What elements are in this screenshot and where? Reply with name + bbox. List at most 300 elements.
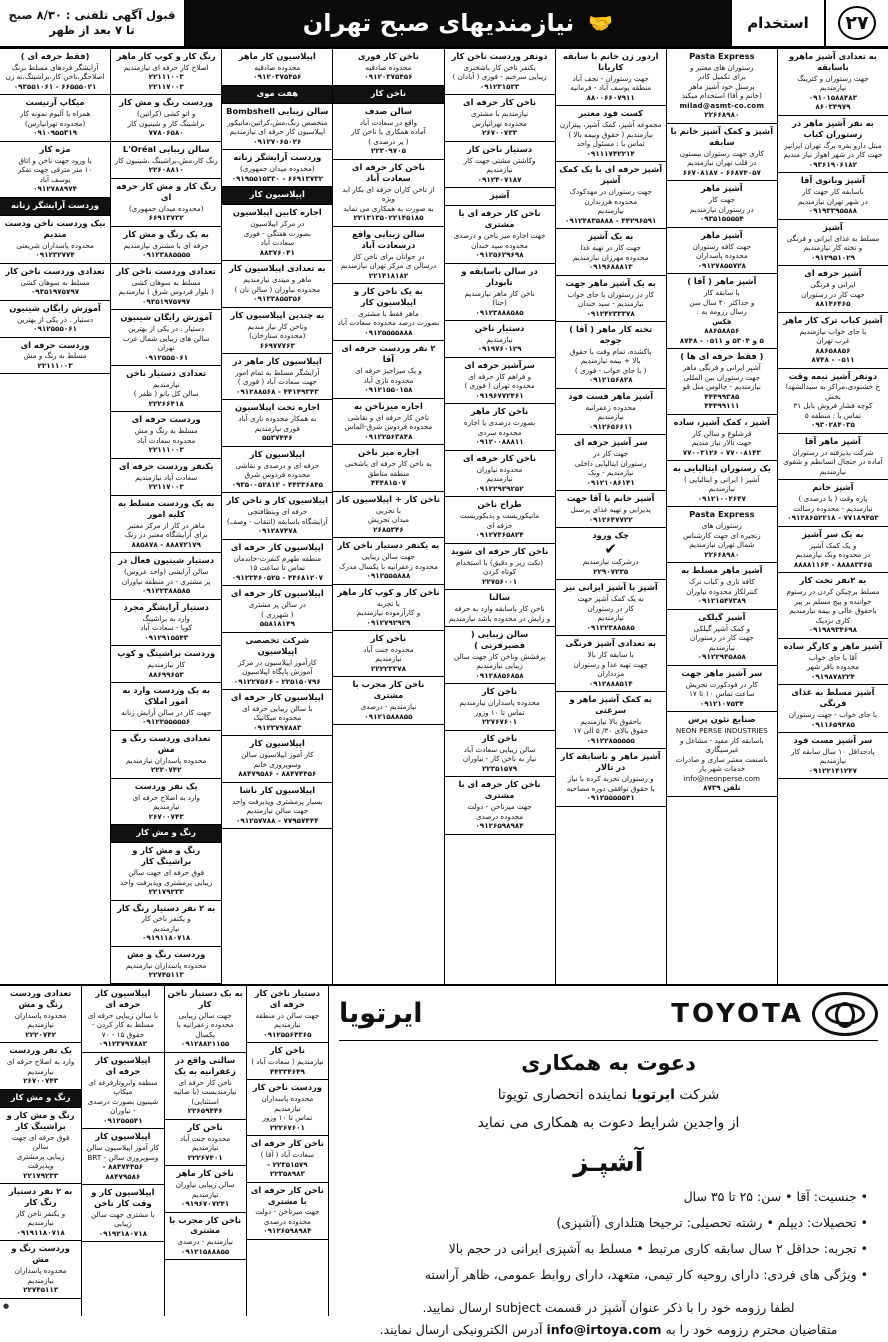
ad-phone[interactable]: ۲۲۷۶۷۶۰۱ [482,717,518,727]
banner-footer-line1: لطفا رزومه خود را با ذکر عنوان آشپز در قسمت subject ارسال نمایید. [422,1299,795,1315]
ad-phone[interactable]: ۰۹۱۲۳۷۹۷۸۸۳ [253,722,302,732]
ad-line: ساعت تماس ۱۰ تا ۱۷ [689,689,755,699]
ad-line: وکاشتن مشتی جهت کار [463,155,536,165]
ad-phone[interactable]: ۰۹۱۲۰۳۷۵۴۵۶ [253,72,302,82]
ad-phone[interactable]: ۸۸۱۴۶۴۶۵ [815,299,851,309]
classified-ad [111,310,221,366]
ad-headline: ناخن کار ماهر [176,1168,234,1179]
ad-phone[interactable]: ۲۲۶۶۸۹۸۰ [704,549,740,559]
ad-phone[interactable]: ۰۹۱۲۳۸۸۵۵۵۵ [142,250,191,260]
classified-ad [0,1184,81,1241]
ad-phone[interactable]: ۲۲۲۶۷۴۰۱ [187,1152,223,1162]
ad-line: نیازمندیم [486,165,513,175]
classified-ad [0,1241,81,1298]
ad-line: مسلط به سوهان کشی [20,277,90,287]
classified-ad [445,142,555,188]
classified-ad [0,264,110,301]
ad-phone[interactable]: ۲۲۶۶۸۹۸۰ [704,110,740,120]
ad-phone[interactable]: ۲۶۷۰۰۷۴۳ [23,1076,59,1086]
classified-ad [247,1043,328,1080]
classified-ad [111,412,221,458]
ad-line: (خانم و آقا) استخدام میکند [681,91,762,101]
ad-headline: تعدادی دستیار ناخن [126,368,207,378]
ad-phone[interactable]: ۲۲۱۷۹۲۳۳ [148,887,184,896]
ad-headline: وردست رنگ و مش کار [119,97,214,108]
banner-requirements [339,1184,878,1289]
ad-phone[interactable]: ۰۵۱۱ - ۸۷۴۸ [811,355,855,364]
ad-line: تماس با : مسئول واحد [576,139,645,149]
ad-phone[interactable]: ۸۸۰۰۶۶۰۷۹۱۱ [586,92,635,102]
ad-phone[interactable]: ۰۹۱۲۸۷۴۷۸ [257,526,298,536]
ad-phone[interactable]: ۰۹۱۲۳۲۷۷۴ [35,250,75,260]
banner-email[interactable]: info@irtoya.com [546,1322,662,1338]
ad-line: و رستوران تجربه کرده با نیاز [567,774,654,784]
ad-headline: کست فود معتبر [578,108,643,119]
ad-line: جهت کار در رستوران [690,633,754,643]
classified-ad [778,369,888,434]
toyota-oval-icon [812,992,878,1036]
classified-ad [333,492,443,538]
ad-phone[interactable]: ۰۹۱۹۳۳۹۵۵۸۸ [808,206,858,216]
ad-phone[interactable]: ۰۹۱۲۰۳۷۵۴۵۶ [364,72,413,82]
ad-phone[interactable]: ۰۹۱۲۳۱۵۳۳ [479,81,520,91]
ad-phone[interactable]: ۰۹۱۲۳۷۹۷۸۸۳ [98,1039,147,1049]
classified-ad [0,986,81,1043]
ad-line: محدوده هرزندارن [584,196,638,206]
classified-ad [82,1129,163,1185]
ad-phone[interactable]: ۲۲۳۵۱۵۷۹ - ۲۲۳۵۸۹۸۳ [267,1159,308,1179]
ad-phone[interactable]: ۲۲۲۶۷۶۰۱ [269,1122,305,1132]
ad-phone[interactable]: ۸۸۸۸۳۳۶۵ - ۸۸۸۸۱۱۶۴ [793,559,873,569]
ad-phone[interactable]: ۰۹۱۹۱۱۸۰۷۱۸ [16,1227,65,1237]
ad-headline: یک رستوران ایتالیایی به [672,463,771,473]
ad-phone[interactable]: ۸۸۶۹۹۶۵۳ [148,669,184,679]
ad-phone[interactable]: ۰۹۱۲۸۸۲۱۱۵۵ [180,1039,230,1049]
ad-phone[interactable]: ۲۲۲۶۶۴۱۸ [148,398,184,408]
ad-phone[interactable]: ۰۹۱۲۶۵۹۸۹۸۴ [475,821,524,831]
ad-phone[interactable]: ۰۹۱۲۱۵۵۰۱۵۸ [364,385,413,395]
ad-phone[interactable]: ۰۹۱۲۴۰۷۱۸۷ [477,174,522,184]
ad-line: نیازمندیم [27,1066,54,1076]
ad-phone[interactable]: ۲۲۱۳۱۳۵۰۲۲۱۴۵۱۸۵ [353,213,424,223]
ad-line: زیبایی سرخنم - فوری ( آبادان ) [452,72,547,82]
ad-headline: ناخن کار + اپیلاسیون کار [336,493,440,504]
ad-line: در مرکز اپیلاسیون [250,219,305,229]
classified-ad [778,639,888,685]
classified-ad [222,205,332,261]
ad-phone[interactable]: ۴۴۳۳۶۸۴۵ - ۰۹۳۵۰۰۵۲۸۱۲ [231,479,323,489]
ad-headline: به یکنفر دستیار ناخن کار [337,540,440,551]
ad-headline: سالن صدف [364,105,413,116]
ad-line: برای آرایشگاه معتبر در زنک [124,530,208,540]
ad-phone[interactable]: ۲۶۷۰۰۷۴۳ [148,811,184,821]
ad-phone[interactable]: ۲۲۱۱۱۰۰۳ [148,72,184,82]
ad-phone[interactable]: ۰۹۱۹۶۷۷۲۴۶۱ [475,390,524,400]
ad-line: و کارآزموده نیازمندیم [356,608,421,617]
ad-phone[interactable]: ۷۷۰۰۸۱۴۳ - ۷۷۰۰۳۱۲۶ [682,447,761,457]
ad-phone[interactable]: ۴۴۴۹۹۳۸۵ [704,391,740,401]
classified-ad [445,321,555,358]
ad-line: محدوده درصدی [263,1216,311,1226]
ad-headline: آشپز مسلط به غذای فرنگی [791,687,875,709]
ad-phone[interactable]: ۰۹۱۹۲۱۸۰۷۱۸ [98,1228,147,1238]
ad-phone[interactable]: ۰۹۱۹۶۸۸۸۱۳ [588,262,633,272]
ad-headline: سر آشپز مست فود [793,735,873,745]
ad-phone[interactable]: ۴۴۲۹۶۵۹۱ - ۰۹۱۲۴۸۳۵۸۸۸ [565,215,657,225]
ad-phone[interactable]: ۲۲۱۱۱۰۰۳ [37,360,73,370]
ad-phone[interactable]: ۰۹۳۶۱۹۰۶۱۸۲ [808,159,858,169]
ad-phone[interactable]: ۰۹۱۲۷۹۲۹۲۹ [366,617,411,627]
classified-ad [445,95,555,141]
ad-headline: وردست حرفه ای [131,414,201,425]
ad-headline: ناخن کار [481,732,518,743]
ad-phone[interactable]: ۲۲۱۱۷۰۰۳ [148,482,184,492]
ad-phone[interactable]: ۸۸۶۵۸۸۵۶ [704,326,740,336]
ad-phone[interactable]: ۰۹۱۹۸۹۳۴۶۹۸ [808,625,858,635]
ad-line: فوق حرفه ای جهت سالن [11,1132,70,1151]
ad-headline: به نفر آشپز ماهر در رستوران کباب [792,117,874,139]
ad-headline: اپیلاسیون کار [249,189,305,200]
ad-line: محدوده سید خندان [471,240,529,250]
classified-ad [445,590,555,627]
ad-headline: رنگ کار و کوپ کار ماهر [116,51,216,61]
ad-phone[interactable]: ۰۹۱۲۹۱۵۵۴۳ [144,632,189,642]
ad-headline: اپیلاسیون کار [249,738,305,749]
ad-line: منطقه یوسف آباد - فرمانیه [570,83,652,93]
column-1 [777,49,888,984]
ad-line: جهت رستوران و کترینگ [797,73,869,83]
ad-phone[interactable]: ۴۴۳۳۴۶۴۹ [269,1066,305,1076]
ad-headline: به یک وردست وارد به امور املاک [122,685,210,706]
irtoya-wordmark: ایرتویا [339,998,423,1030]
banner-title: دعوت به همکاری [521,1050,696,1075]
ad-headline: به تعدادی آشپز ماهرو باسابقه [788,51,877,72]
ad-phone[interactable]: ۰۹۱۲۶۵۹۸۹۸۴ [263,1226,312,1236]
ad-phone[interactable]: ۰۹۱۲۵۵۵۸۸۸ [366,571,411,581]
ad-phone[interactable]: ۲۲۱۴۱۸۱۸۲ [368,270,409,280]
ad-phone[interactable]: ۶۶۸۷۴۰۵۷ - ۶۶۷۰۸۱۸۷ [682,167,761,177]
classified-ad [247,1136,328,1182]
ad-line: سعادت آباد ( آقا ) [260,1150,315,1160]
ad-phone[interactable]: ۴۴۴۸۱۵۰۷ [370,478,406,488]
ad-phone[interactable]: ۰۹۱۱۶۵۹۴۸۵ [811,719,855,729]
ad-line: ( بلوار فردوس شرق ) نیازمندیم [118,287,214,297]
ad-phone[interactable]: ۰۹۳۵۱۵۵۵۵۴ [699,214,744,224]
ad-line: براشینگ کار و شینیون کار [127,118,205,128]
ad-phone[interactable]: ۲۲۲۰۷۴۲ [150,765,182,775]
ad-phone[interactable]: ۰۹۱۹۷۶۰۱۲۹ [477,344,522,354]
ad-phone[interactable]: ۶۶۹۷۷۷۶۳ [259,340,295,350]
ad-line: کوتاه کردن [482,567,517,577]
ad-headline: سالن زیبایی ( قصیرفرنی ) [470,629,529,650]
ad-headline: آشپز خانم یا آقا جهت [566,493,655,504]
banner-col-2 [164,986,246,1316]
ad-line: محدوده پاسداران [695,251,748,261]
classified-ad [778,527,888,573]
ad-headline: اجاره میزناخن به [353,400,423,411]
ad-phone[interactable]: ۰۹۱۲۵۵۵۰۶۱ [144,352,189,362]
ad-phone[interactable]: ۴۴۶۸۱۲۰۷ - ۰۹۱۲۳۴۶۰۵۲۵ [231,572,323,582]
classified-ad [0,301,110,338]
ad-headline: ناخن کار و کوپ کار ماهر [337,586,440,597]
ad-phone[interactable]: ۰۹۱۲۷۰۶۵۰۲۶ [253,136,302,146]
classified-ad [333,86,443,104]
ad-headline: تعدادی وردست رنگ و مش [9,987,72,1009]
ad-phone[interactable]: ۰۹۱۹۶۷۰۷۲۴۱ [180,1199,230,1208]
ad-headline: تعدادی وردست رنگ و مش [121,732,211,754]
classified-ad [445,206,555,263]
ad-headline: به یک سر آشپز [802,528,864,539]
classified-ad [667,49,777,124]
classified-ad [165,1120,246,1166]
ad-headline: آموزش رایگان شینیون [9,302,101,313]
classified-ad [111,646,221,683]
ad-phone[interactable]: ۰۹۱۲۶۴۷۷۲۲ [588,514,633,524]
classified-ad [667,349,777,414]
ad-line: دستیار . در یکی از بهترین [128,324,205,333]
ad-phone[interactable]: ۰۹۱۹۸۷۸۲۲۴ [811,671,855,681]
ad-headline: دونفر آشپز نیمه وقت [788,370,878,381]
ad-phone[interactable]: ۲۲۲۲۳۳۷۸ [370,663,406,673]
ad-phone[interactable]: ۲۶۸۵۳۴۶ [373,524,404,534]
ad-phone[interactable]: ۰۹۱۲۲۳۸۸۵۸۵ [142,586,191,596]
ad-phone[interactable]: ۲۲۹۰۷۲۳۵ [593,566,629,576]
classified-ad [556,491,666,528]
ad-line: تماس تا ساعت ۱۵ [249,563,306,573]
ad-phone[interactable]: ۸۸۴۷۴۴۵۶ - ۸۸۴۷۹۵۸۶ [238,769,317,779]
ad-phone[interactable]: ۰۹۱۲۱۰۸۶۱۴۱ [586,477,635,487]
ad-headline: ناخن کار [269,1045,306,1056]
ad-headline: سالنا [489,592,511,603]
ad-phone[interactable]: ۲۲۵۱۵۰۷۹۶ - ۰۹۱۲۲۷۵۶۶ [233,676,321,686]
ad-headline: اپیلاسیون کار ماهر در [232,356,322,366]
ad-phone[interactable]: ۲۲۱۱۷۰۰۳ [148,81,184,91]
ad-line: نیازمندیم [486,334,513,344]
classified-ad [445,358,555,404]
ad-headline: سالن زیبایی واقع درسعادت آباد [352,228,425,250]
ad-phone[interactable]: ۸۸۴۷۴۴۵۶ - ۸۸۴۷۹۵۸۶ [102,1162,144,1181]
ad-phone[interactable]: ۲۲۷۴۵۱۱۳ [148,970,184,980]
classified-ad [556,322,666,389]
ad-phone[interactable]: ۰۹۱۰۱۵۸۸۴۸۳ [808,92,858,102]
requirement-item: • جنسیت: آقا • سن: ۲۵ تا ۳۵ سال [683,1188,868,1204]
ad-headline: آشپز ماهر مسلط به [681,565,763,576]
ad-phone[interactable]: ۰۹۱۰۹۵۵۳۱۹ [33,128,77,138]
ad-phone[interactable]: ۰۹۱۲۱۰۰۴۶۴۷ [697,493,746,503]
ad-phone[interactable]: ۰۹۱۲۷۸۸۹۷۴ [33,184,77,194]
classified-ad [0,338,110,375]
ad-phone[interactable]: ۲۲۱۷۹۲۳۳ [23,1170,59,1180]
ad-phone[interactable]: ۲۲۶۰۸۸۱۰ [148,165,184,175]
ad-line: وسوپروری سالن - BRT [87,1152,159,1162]
ad-phone[interactable]: ۷۷۸۰۶۵۸۰ [148,128,184,138]
ad-line: محدوده صادقیه [365,62,412,72]
ad-phone[interactable]: ۰۹۱۲۲۹۴۵۸۵۸ [697,652,746,662]
classified-ad [778,733,888,779]
ad-headline: آشپز وبانوی آقا [800,175,865,186]
banner-job-title: آشپـز [573,1147,644,1178]
ad-line: ناخن کار حرفه ای [178,1077,232,1087]
ad-line: (نکت ریز و دقیق) با استخدام [456,557,544,567]
ad-phone[interactable]: ۲۲۷۴۵۱۱۳ [23,1285,59,1295]
ad-phone[interactable]: ۲۲۶۵۹۴۴۶ [187,1106,223,1116]
ad-phone[interactable]: ۰۹۳۵۱۹۷۵۷۹۷ [142,296,191,306]
ad-line: محدوده نیاوران ( سالن نان ) [234,284,321,294]
ad-headline: به یک ناخن کار و اپیلاسیون کار [354,286,423,307]
ad-phone[interactable]: ۰۹۱۲۵۵۵۵۸۸۸ [364,327,413,337]
classified-ad [0,142,110,198]
classified-ad [556,692,666,749]
ad-headline: دستیار ناخن کار [466,143,533,154]
ad-headline: اپیلاسیون کار و ناخن کار [226,495,328,506]
classified-ad [222,540,332,586]
classified-ad [667,610,777,666]
ad-line: بصورت هفتگی - فوری [243,228,312,238]
ad-line: وسوپروری خانم [253,759,302,769]
classified-ad [222,493,332,539]
ad-phone[interactable]: فکس [712,316,732,326]
ad-phone[interactable]: milad@asmt-co.com [679,100,765,110]
ad-headline: ناخن کار حرفه ای شوید [450,545,549,556]
banner-side-classifieds [0,986,328,1316]
ad-phone[interactable]: ۰۹۱۲۱۰۷۵۳۴ [699,698,744,708]
ad-phone[interactable]: ۰۹۱۲۲۹۲۹۲۵۲ [475,483,524,493]
ad-phone[interactable]: ۲۶۷۰۰۷۳۳ [482,128,518,138]
ad-line: حرفه ای [486,520,513,530]
ad-phone[interactable]: ۶۶۵۵۵۰۲۱ - ۰۹۳۵۵۱۰۶۱ [13,81,97,91]
ad-line: نیازمندیم [152,802,180,812]
ad-phone[interactable]: ۰۹۱۲۵۵۵۴۱ [103,1115,143,1125]
ad-phone[interactable]: ۰۹۱۲۵۵۵۵۵۴۱ [586,793,635,803]
ad-phone[interactable]: ۲۲۳۵۱۵۷۹ [482,763,518,773]
ad-phone[interactable]: ۰۹۱۲۸۸۸۵۱۴ [588,678,633,688]
ad-phone[interactable]: ۵۵۳۷۴۴۶ [261,433,293,443]
ad-phone[interactable]: ۰۹۱۲۲۵۶۳۸۴۸ [364,431,413,441]
ad-line: شمال تهران نیازمندیم [689,540,755,550]
ad-phone[interactable]: ۰۹۱۲۴۲۳۳۳۷۸ [586,308,635,318]
ad-phone[interactable]: ۰۹۱۲۸۸۵۶۸۵۸ [475,670,524,680]
requirement-item: • ویژگی های فردی: دارای روحیه کار تیمی، متعهد، دارای روابط عمومی، ظاهر آراسته [424,1267,868,1283]
ad-headline: دستیار ناخن [474,323,525,333]
ad-phone[interactable]: ۰۹۱۲۱۵۴۷۳۸۹ [697,596,746,606]
ad-line: باحقوق عالی و بیمه نیازمندیم [789,606,877,616]
ad-phone[interactable]: ۰۹۱۲۶۵۶۶۱۱ [588,421,633,431]
ad-phone[interactable]: ۰۹۱۲۲۳۸۸۵۸۵ [586,622,635,632]
ad-phone[interactable]: ۴۴۱۴۹۳۴۳ - ۰۹۱۲۸۸۵۶۸ [236,386,319,396]
ad-line: محدوده پاسداران نیازمندیم [459,698,540,708]
ad-headline: ناخن کار فوری [357,51,420,61]
ad-line: (محدوده ستارخان) [249,331,306,340]
ad-phone[interactable]: ۰۹۱۲۲۱۴۱۲۴۷ [808,765,858,775]
ad-phone[interactable]: ۷۷۹۵۷۴۴۴ - ۰۹۱۲۵۷۷۸۸ [236,815,319,825]
ad-phone[interactable]: ۷۷۱۸۹۴۵۳ - ۰۹۱۲۸۶۵۲۲۱۸ [787,513,879,523]
ad-phone[interactable]: ۵۵۸۱۸۱۴۹ [259,619,295,629]
ad-phone[interactable]: ۰۹۱۲۱۵۶۸۲۸ [588,375,633,385]
ad-phone[interactable]: ۰۹۱۲۷۸۵۵۷۲۸ [697,260,746,270]
ad-phone[interactable]: ۰۹۱۲۵۵۵۰۶۱ [33,324,77,333]
ad-headline: آشپز ماهر ( آقا ) [687,276,757,287]
ad-phone[interactable]: ۰۹۱۲۱۵۸۸۸۵۵ [180,1246,230,1256]
ad-phone[interactable]: ۶۶۹۱۳۷۳۲ [148,213,184,223]
ad-line: محدوده نیاوران [476,464,523,474]
classified-ad [222,354,332,400]
ad-headline: یکنفر وردست حرفه ای [119,460,214,471]
ad-phone[interactable]: ۸۸۳۷۶۰۴۱ [259,247,295,257]
ad-headline: به ۲ نفر دستیار رنگ کار [117,902,216,913]
ad-phone[interactable]: ۰۹۳۵۱۹۷۵۷۹۷ [30,287,80,297]
ad-phone[interactable]: ۴۴۴۹۹۱۱۱ [704,401,740,411]
ad-phone[interactable]: ۰۹۱۲۰۰۸۸۸۱۱ [475,437,524,447]
classified-ad [111,825,221,843]
ad-line: محدوده تهران ( فوری ) [464,381,535,391]
ad-headline: ۲ نفر وردست حرفه ای آقا [341,343,436,365]
ad-phone[interactable]: ۲۲۳۰۹۷۰۵ [370,146,406,156]
ad-line: محدوده فردوس شرق-الماس [344,422,433,432]
ad-phone[interactable]: ۰۹۱۲۳۸۸۸۵۸۵ [475,307,524,317]
ad-phone[interactable]: ۸۸۶۵۸۸۵۶ [815,345,851,355]
ad-phone[interactable]: ۵ و ۵۳۰۴ و ۰۵۱۱ - ۸۷۴۸ [679,335,764,345]
ad-headline: Pasta Express [689,51,755,61]
ad-headline: اجاره میز ناخن [358,447,419,458]
ad-phone[interactable]: ۲۲۱۱۱۰۰۳ [148,445,184,455]
classified-ad [667,274,777,349]
ad-phone[interactable]: ۰۹۱۲۷۴۶۵۸۲۴ [475,530,524,540]
ad-headline: ناخن کار حرفه ای سعادت آباد [351,161,425,183]
ad-phone[interactable]: ۰۹۱۳۳۸۵۵۳۵۶ [253,294,302,304]
ad-headline: ناخن کار حرفه ای با مشتری [458,779,541,801]
ad-headline: وردست رنگ و مش [11,1243,70,1265]
ad-phone[interactable]: ۰۹۱۱۱۷۴۲۲۱۴ [586,148,635,158]
ad-phone[interactable]: ۰۹۱۲۵۵۶۴۳۶۵ [263,1029,312,1039]
ad-phone[interactable]: ۲۲۷۵۶۰۰۱ [482,576,518,586]
ad-phone[interactable]: ۰۹۱۹۱۱۸۰۷۱۸ [142,933,191,943]
ad-line: اصلاح کار حرفه ای نیازمندیم [123,62,209,72]
ad-phone[interactable]: ۰۹۳۰۲۸۴۰۳۵ [811,420,855,430]
column-6 [221,49,332,984]
ad-phone[interactable]: ۶۶۹۱۳۷۳۲ - ۰۹۱۹۵۵۱۵۳۳۰ [231,173,323,183]
ad-line: غرب تهران [816,336,850,345]
ad-line: پاکشده، تمام وقت با حقوق [570,346,652,356]
ad-headline: آشپز ماهر [701,229,743,240]
classified-ad [445,451,555,497]
ad-line: با جای خواب نیازمندیم [799,326,867,336]
ad-line: نیازمندیم [597,206,624,216]
ad-headline: وردست ناخن کار [252,1082,323,1093]
ad-phone[interactable]: ۰۹۱۲۵۶۲۹۶۹۸ [475,250,524,260]
ad-phone[interactable]: ۲۲۲۰۷۴۲ [25,1029,56,1039]
classified-ad [111,901,221,947]
ad-headline: یک نفر وردست [134,780,198,791]
requirement-item: • تجربه: حداقل ۲ سال سابقه کاری مرتبط • مسلط به آشپزی ایرانی در حجم بالا [448,1241,868,1257]
ad-line: NEON PERSE INDUSTRIES [675,726,768,736]
ad-line: میدان تجریش [367,515,409,525]
ad-line: نیازمندیم [486,474,513,484]
ad-line: در جوانان برای ناخن کار [352,251,425,261]
ad-phone[interactable]: تلفن ۸۷۳۹ [703,783,741,793]
ad-phone[interactable]: ۰۹۱۲۲۵۵۵۵۵۶ [142,717,191,727]
ad-line: اصلاحگر،ناخن کار،براشینگ،نه زن [5,72,105,82]
ad-phone[interactable]: ۸۸۸۷۲۱۷۹ - ۸۸۵۸۷۸ [131,539,201,549]
ad-phone[interactable]: ۸۶۰۳۴۹۷۹ [815,102,851,112]
ad-line: از ناخن کاران حرفه ای بکار ابد ویژه [342,184,435,204]
ad-line: نیازمندیم ( حقوق وبیمه بالا ) [568,129,654,139]
ad-phone[interactable]: ۰۹۱۲۹۵۱۰۲۹ [811,252,855,262]
ad-line: رستوران های [701,521,742,531]
ad-line: پذیرایی و تهیه غذای پرسنل [570,505,651,515]
ad-line: جهت کافه رستوران [692,241,752,251]
ad-phone[interactable]: ۰۹۱۲۱۵۸۸۸۵۵ [364,711,413,721]
ad-phone[interactable]: ۰۹۱۲۲۸۵۵۵۵۵ [586,735,635,745]
